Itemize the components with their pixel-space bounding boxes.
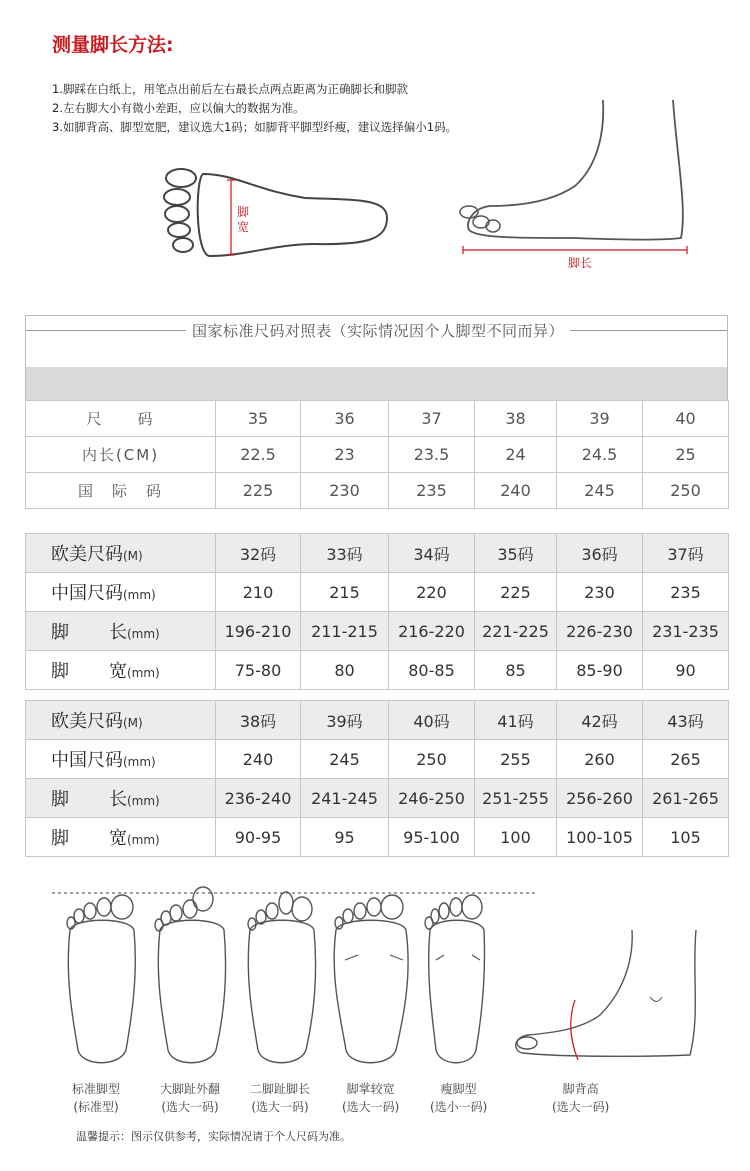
table-cell: 261-265 — [643, 779, 729, 818]
table-cell: 235 — [643, 573, 729, 612]
measure-instructions — [52, 80, 457, 137]
table-cell: 211-215 — [301, 612, 389, 651]
foot-width-label: 脚 宽 — [237, 205, 250, 234]
table-cell: 24.5 — [557, 437, 643, 473]
table-cell: 90 — [643, 651, 729, 690]
table-cell: 240 — [216, 740, 301, 779]
table-cell: 225 — [216, 473, 301, 509]
table-row — [26, 651, 729, 690]
table-cell: 85-90 — [557, 651, 643, 690]
table-cell: 245 — [301, 740, 389, 779]
table-cell: 90-95 — [216, 818, 301, 857]
row-header: 脚 长(mm) — [26, 612, 216, 651]
row-header: 脚 宽(mm) — [26, 651, 216, 690]
table-cell: 85 — [475, 651, 557, 690]
table-cell: 245 — [557, 473, 643, 509]
table-cell: 255 — [475, 740, 557, 779]
table-cell: 22.5 — [216, 437, 301, 473]
page-title: 测量脚长方法: — [52, 34, 174, 56]
table-cell: 25 — [643, 437, 729, 473]
row-header: 尺 码 — [26, 401, 216, 437]
table-cell: 221-225 — [475, 612, 557, 651]
table-cell: 23.5 — [389, 437, 475, 473]
table-row — [26, 437, 729, 473]
table-cell: 230 — [301, 473, 389, 509]
table-row — [26, 534, 729, 573]
table-row — [26, 779, 729, 818]
row-header: 中国尺码(mm) — [26, 573, 216, 612]
foot-types-illustration — [40, 885, 720, 1075]
table-cell: 241-245 — [301, 779, 389, 818]
table-cell: 34码 — [389, 534, 475, 573]
table-cell: 35码 — [475, 534, 557, 573]
foot-wide — [334, 895, 408, 1063]
table-cell: 236-240 — [216, 779, 301, 818]
foot-type-long-second-toe: 二脚趾脚长 (选大一码) — [250, 1082, 311, 1114]
table-cell: 260 — [557, 740, 643, 779]
table-cell: 226-230 — [557, 612, 643, 651]
foot-long-second-toe — [248, 892, 316, 1063]
table-cell: 80 — [301, 651, 389, 690]
table-cell: 231-235 — [643, 612, 729, 651]
size-table-1 — [25, 533, 729, 690]
table-cell: 36码 — [557, 534, 643, 573]
table-cell: 32码 — [216, 534, 301, 573]
table-row — [26, 573, 729, 612]
table-row — [26, 612, 729, 651]
table-cell: 225 — [475, 573, 557, 612]
foot-type-slim: 瘦脚型 (选小一码) — [430, 1082, 488, 1114]
table-cell: 39 — [557, 401, 643, 437]
national-size-table — [25, 315, 728, 509]
table-cell: 80-85 — [389, 651, 475, 690]
row-header: 脚 宽(mm) — [26, 818, 216, 857]
foot-width-diagram — [155, 160, 395, 265]
foot-type-standard: 标准脚型 (标准型) — [72, 1082, 121, 1114]
row-header: 欧美尺码(M) — [26, 701, 216, 740]
table-cell: 24 — [475, 437, 557, 473]
table-cell: 250 — [643, 473, 729, 509]
table-cell: 38 — [475, 401, 557, 437]
table-cell: 220 — [389, 573, 475, 612]
table-cell: 216-220 — [389, 612, 475, 651]
table-cell: 230 — [557, 573, 643, 612]
table-cell: 43码 — [643, 701, 729, 740]
table-cell: 75-80 — [216, 651, 301, 690]
size-table-2 — [25, 700, 729, 857]
foot-type-bunion: 大脚趾外翻 (选大一码) — [160, 1082, 221, 1114]
row-header: 内长(CM) — [26, 437, 216, 473]
table-cell: 246-250 — [389, 779, 475, 818]
table-cell: 215 — [301, 573, 389, 612]
national-table-shade-band — [25, 367, 728, 400]
table-cell: 41码 — [475, 701, 557, 740]
table-cell: 42码 — [557, 701, 643, 740]
table-cell: 100 — [475, 818, 557, 857]
table-cell: 35 — [216, 401, 301, 437]
table-cell: 235 — [389, 473, 475, 509]
table-row — [26, 401, 729, 437]
foot-standard — [67, 895, 135, 1063]
instruction-step-2: 2.左右脚大小有微小差距，应以偏大的数据为准。 — [52, 101, 305, 115]
foot-length-label: 脚长 — [568, 256, 593, 270]
foot-bunion — [155, 887, 226, 1063]
row-header: 中国尺码(mm) — [26, 740, 216, 779]
table-cell: 95 — [301, 818, 389, 857]
table-cell: 256-260 — [557, 779, 643, 818]
table-row — [26, 818, 729, 857]
table-cell: 37码 — [643, 534, 729, 573]
foot-type-high-instep: 脚背高 (选大一码) — [552, 1082, 610, 1114]
table-cell: 196-210 — [216, 612, 301, 651]
table-cell: 38码 — [216, 701, 301, 740]
row-header: 欧美尺码(M) — [26, 534, 216, 573]
table-cell: 105 — [643, 818, 729, 857]
national-table-caption: 国家标准尺码对照表（实际情况因个人脚型不同而异） — [186, 320, 570, 341]
table-cell: 250 — [389, 740, 475, 779]
table-cell: 23 — [301, 437, 389, 473]
table-cell: 40码 — [389, 701, 475, 740]
table-cell: 240 — [475, 473, 557, 509]
table-row — [26, 701, 729, 740]
table-cell: 37 — [389, 401, 475, 437]
foot-length-diagram — [455, 98, 695, 258]
table-cell: 95-100 — [389, 818, 475, 857]
row-header: 脚 长(mm) — [26, 779, 216, 818]
table-cell: 251-255 — [475, 779, 557, 818]
table-row — [26, 473, 729, 509]
table-cell: 210 — [216, 573, 301, 612]
table-cell: 33码 — [301, 534, 389, 573]
national-table-caption-box — [25, 315, 728, 367]
reference-note: 温馨提示：图示仅供参考，实际情况请于个人尺码为准。 — [76, 1130, 351, 1143]
row-header: 国 际 码 — [26, 473, 216, 509]
table-cell: 39码 — [301, 701, 389, 740]
national-table-grid — [25, 400, 729, 509]
instruction-step-1: 1.脚踩在白纸上，用笔点出前后左右最长点两点距离为正确脚长和脚款 — [52, 82, 408, 96]
table-row — [26, 740, 729, 779]
foot-slim — [425, 895, 485, 1063]
table-cell: 40 — [643, 401, 729, 437]
table-cell: 100-105 — [557, 818, 643, 857]
foot-high-instep — [516, 930, 696, 1060]
table-cell: 265 — [643, 740, 729, 779]
instruction-step-3: 3.如脚背高、脚型宽肥，建议选大1码；如脚背平脚型纤瘦，建议选择偏小1码。 — [52, 120, 458, 134]
foot-type-wide: 脚掌较宽 (选大一码) — [342, 1082, 400, 1114]
table-cell: 36 — [301, 401, 389, 437]
